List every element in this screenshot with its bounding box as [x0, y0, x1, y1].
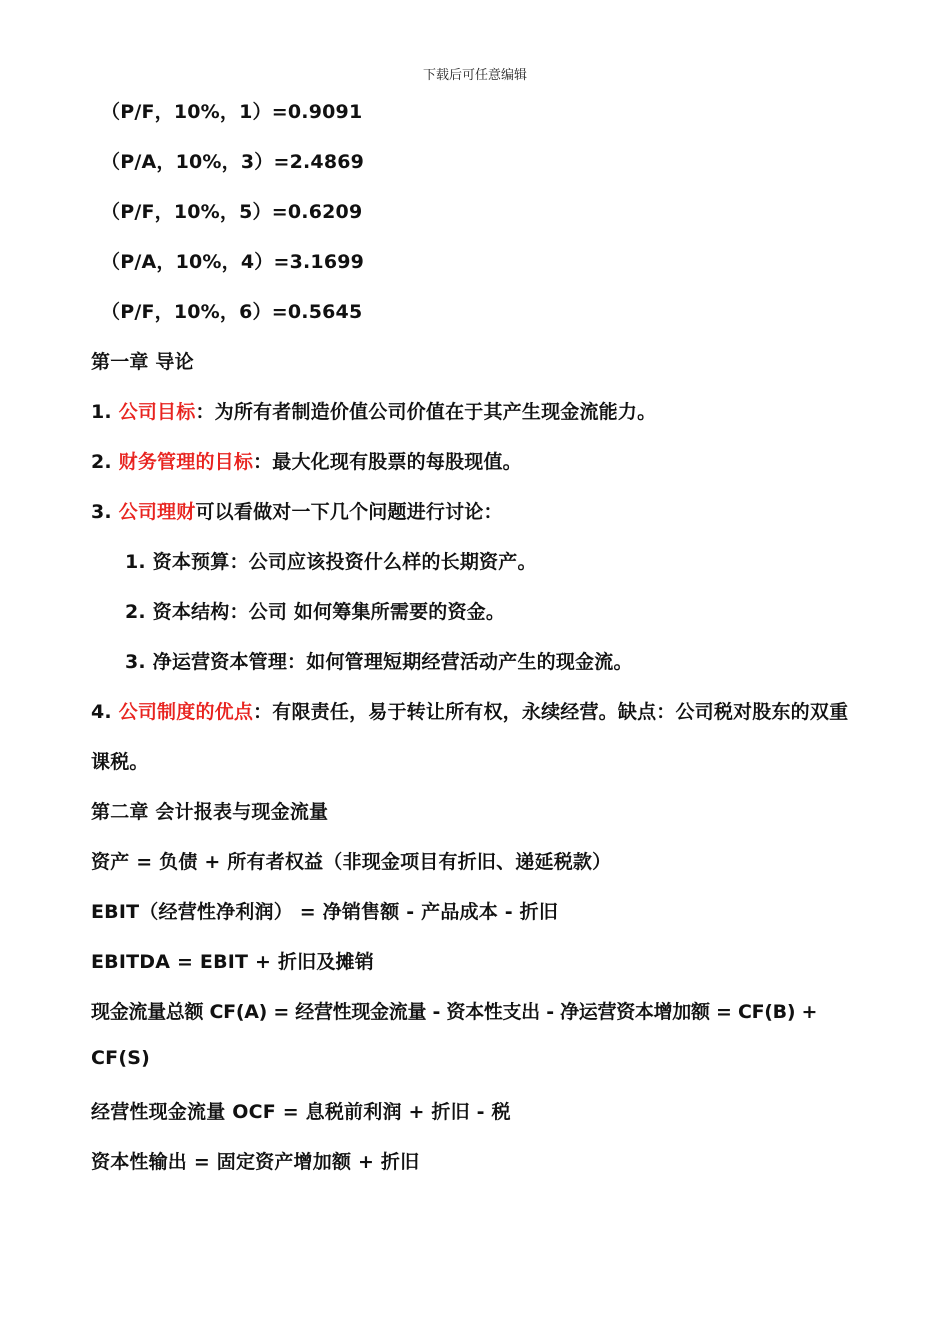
- point-term: 公司理财: [118, 501, 196, 523]
- point-number: 3.: [91, 501, 119, 523]
- point-number: 1.: [91, 401, 119, 423]
- formula-line: 资产 = 负债 + 所有者权益（非现金项目有折旧、递延税款）: [91, 851, 612, 873]
- point-text: ：有限责任，易于转让所有权，永续经营。缺点：公司税对股东的双重: [253, 701, 849, 723]
- formula-line: EBITDA = EBIT + 折旧及摊销: [91, 951, 374, 973]
- sub-item: 1. 资本预算：公司应该投资什么样的长期资产。: [125, 551, 537, 573]
- formula-line-continuation: CF(S): [91, 1047, 150, 1069]
- factor-line: （P/F，10%，1）=0.9091: [101, 101, 363, 123]
- sub-item: 3. 净运营资本管理：如何管理短期经营活动产生的现金流。: [125, 651, 633, 673]
- point-number: 2.: [91, 451, 119, 473]
- formula-line: 现金流量总额 CF(A) = 经营性现金流量 - 资本性支出 - 净运营资本增加额 = CF(B) +: [91, 1001, 818, 1023]
- factor-line: （P/A，10%，3）=2.4869: [101, 151, 365, 173]
- point-term: 财务管理的目标: [118, 451, 254, 473]
- chapter-2-title: 第二章 会计报表与现金流量: [91, 801, 329, 823]
- sub-item: 2. 资本结构：公司 如何筹集所需要的资金。: [125, 601, 506, 623]
- factor-line: （P/F，10%，6）=0.5645: [101, 301, 363, 323]
- point-term: 公司目标: [118, 401, 196, 423]
- formula-line: 资本性输出 = 固定资产增加额 + 折旧: [91, 1151, 420, 1173]
- point-3: [91, 497, 503, 524]
- chapter-1-title: 第一章 导论: [91, 351, 194, 373]
- point-2: [91, 447, 522, 474]
- factor-line: （P/F，10%，5）=0.6209: [101, 201, 363, 223]
- point-text: ：最大化现有股票的每股现值。: [253, 451, 522, 473]
- formula-line: EBIT（经营性净利润） = 净销售额 - 产品成本 - 折旧: [91, 901, 559, 923]
- point-term: 公司制度的优点: [118, 701, 254, 723]
- page-header: 下载后可任意编辑: [422, 68, 527, 83]
- point-4: [91, 697, 848, 724]
- point-text: ：为所有者制造价值公司价值在于其产生现金流能力。: [195, 401, 657, 423]
- formula-line: 经营性现金流量 OCF = 息税前利润 + 折旧 - 税: [91, 1101, 511, 1123]
- point-4-continuation: 课税。: [91, 751, 149, 773]
- point-text: 可以看做对一下几个问题进行讨论：: [195, 501, 503, 523]
- factor-line: （P/A，10%，4）=3.1699: [101, 251, 365, 273]
- point-1: [91, 397, 656, 424]
- point-number: 4.: [91, 701, 119, 723]
